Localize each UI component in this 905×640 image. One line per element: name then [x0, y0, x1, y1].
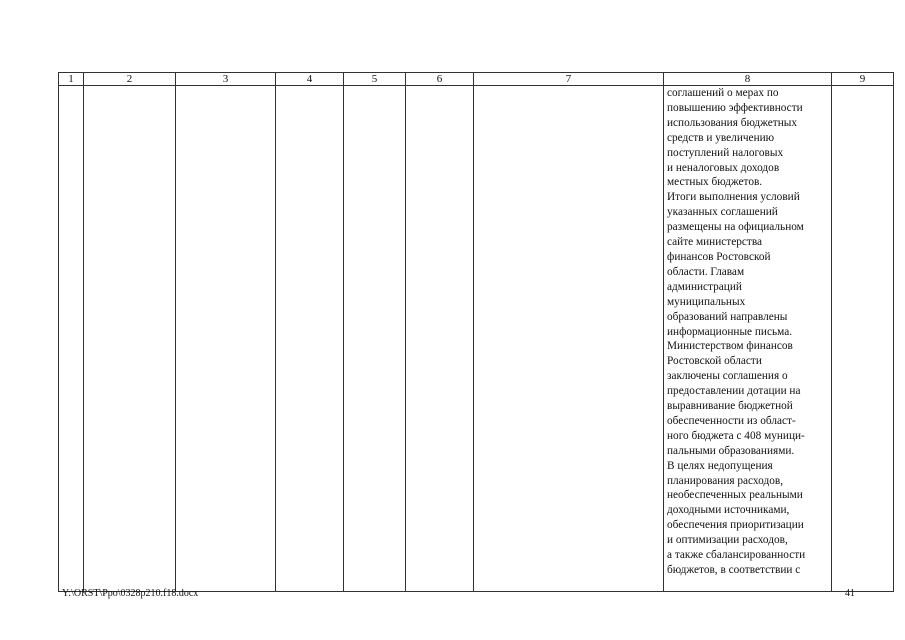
column-header-8: 8 — [664, 73, 832, 86]
text-line: Министерством финансов — [667, 340, 793, 353]
text-line: муниципальных — [667, 295, 746, 308]
report-table — [58, 72, 894, 592]
column-header-1: 1 — [59, 73, 84, 86]
text-line: местных бюджетов. — [667, 176, 763, 189]
column-header-4: 4 — [276, 73, 344, 86]
cell-col-6 — [406, 86, 474, 592]
cell-col-9 — [832, 86, 894, 592]
table-row — [59, 86, 894, 592]
text-line: Итоги выполнения условий — [667, 191, 800, 204]
text-line: бюджетов, в соответствии с — [667, 564, 801, 576]
text-line: финансов Ростовской — [667, 250, 771, 263]
text-line: пальными образованиями. — [667, 444, 795, 457]
column-header-2: 2 — [84, 73, 176, 86]
text-line: обеспечения приоритизации — [667, 519, 804, 532]
text-line: и неналоговых доходов — [667, 161, 780, 174]
text-line: планирования расходов, — [667, 474, 784, 487]
text-line: В целях недопущения — [667, 459, 773, 472]
column-header-6: 6 — [406, 73, 474, 86]
text-line: сайте министерства — [667, 236, 763, 249]
text-line: соглашений о мерах по — [667, 87, 779, 99]
text-line: указанных соглашений — [667, 206, 778, 219]
text-line: Ростовской области — [667, 355, 762, 368]
text-line: использования бюджетных — [667, 116, 798, 129]
text-line: предоставлении дотации на — [667, 385, 801, 398]
text-line: и оптимизации расходов, — [667, 534, 788, 547]
text-line: размещены на официальном — [667, 221, 804, 234]
text-line: образований направлены — [667, 310, 788, 323]
cell-col-3 — [176, 86, 276, 592]
text-line: администраций — [667, 280, 742, 293]
text-line: повышению эффективности — [667, 101, 803, 114]
text-line: средств и увеличению — [667, 131, 775, 144]
text-line: поступлений налоговых — [667, 146, 784, 159]
text-line: выравнивание бюджетной — [667, 400, 793, 413]
text-line: заключены соглашения о — [667, 370, 788, 383]
cell-col-2 — [84, 86, 176, 592]
cell-col-4 — [276, 86, 344, 592]
column-header-5: 5 — [344, 73, 406, 86]
footer-page-number: 41 — [845, 588, 855, 599]
cell-col-8-text — [664, 86, 832, 592]
text-line: а также сбалансированности — [667, 549, 806, 562]
cell-col-5 — [344, 86, 406, 592]
text-line: области. Главам — [667, 265, 745, 278]
text-line: доходными источниками, — [667, 504, 790, 517]
text-line: ного бюджета с 408 муници- — [667, 429, 805, 442]
cell-col-1 — [59, 86, 84, 592]
text-line: необеспеченных реальными — [667, 489, 803, 502]
text-line: информационные письма. — [667, 325, 793, 338]
column-header-9: 9 — [832, 73, 894, 86]
column-header-3: 3 — [176, 73, 276, 86]
cell-col-7 — [474, 86, 664, 592]
header-row — [59, 73, 894, 86]
footer-file-path: Y:\ORST\Ppo\0328p210.f18.docx — [62, 588, 199, 599]
text-line: обеспеченности из област- — [667, 414, 796, 427]
column-header-7: 7 — [474, 73, 664, 86]
